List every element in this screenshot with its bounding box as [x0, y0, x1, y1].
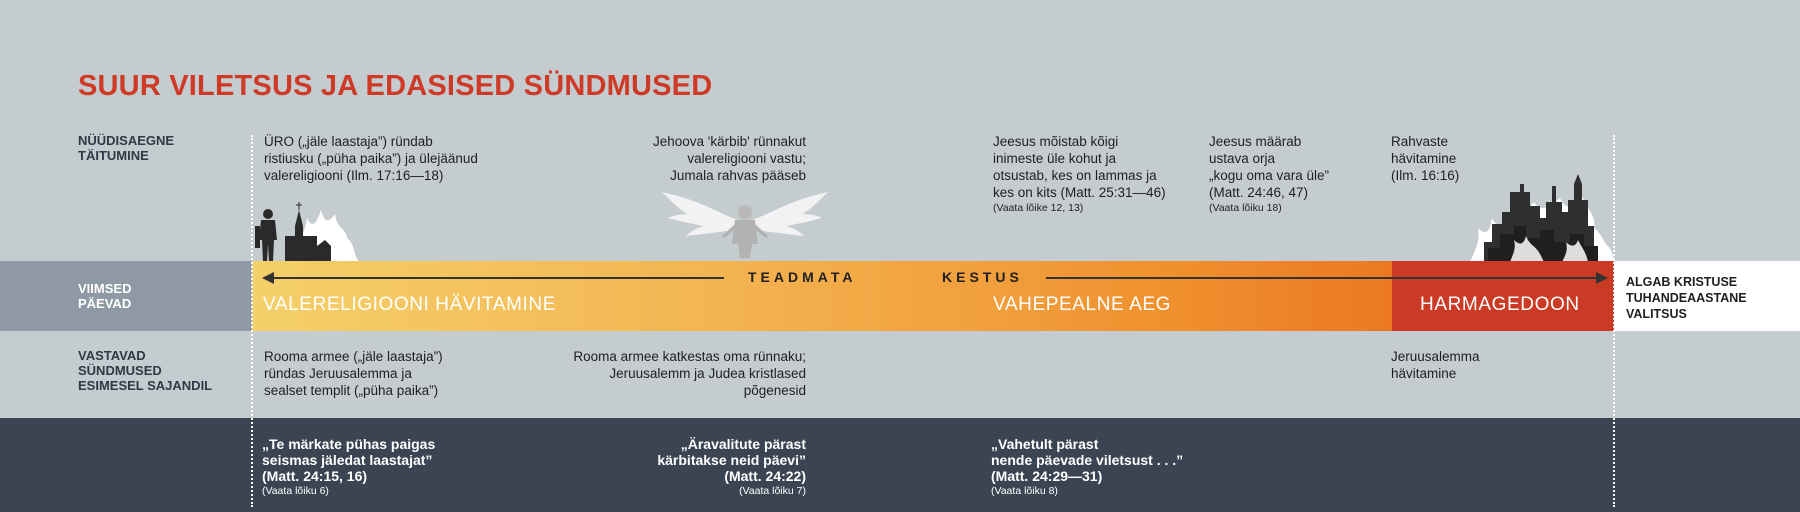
modern-event-5: Rahvaste hävitamine (Ilm. 16:16) — [1391, 134, 1460, 183]
segment-interim-period: VAHEPEALNE AEG — [993, 294, 1172, 315]
row-label-modern: NÜÜDISAEGNE TÄITUMINE — [78, 133, 175, 163]
diagram-title: SUUR VILETSUS JA EDASISED SÜNDMUSED — [78, 70, 713, 102]
timeline-start-line — [251, 135, 253, 507]
duration-arrow — [262, 269, 1608, 287]
first-century-event-1: Rooma armee („jäle laastaja”) ründas Jeruusalemma ja sealset templit („püha paika”) — [264, 349, 443, 398]
timeline-end-line — [1613, 135, 1615, 507]
modern-event-2: Jehoova 'kärbib' rünnakut valereligiooni vastu; Jumala rahvas pääseb — [652, 134, 806, 183]
millennium-label: ALGAB KRISTUSE TUHANDEAASTANE VALITSUS — [1626, 275, 1747, 321]
modern-event-1: ÜRO („jäle laastaja”) ründab ristiusku („püha paika”) ja ülejäänud valereligiooni (Ilm. 17:16—18) — [264, 134, 478, 183]
modern-event-4: Jeesus määrab ustava orja „kogu oma vara üle” (Matt. 24:46, 47) (Vaata lõiku 18) — [1209, 134, 1330, 214]
quote-3: „Vahetult pärast nende päevade viletsust . . .” (Matt. 24:29—31) (Vaata lõiku 8) — [991, 436, 1184, 497]
row-label-last-days: VIIMSED PÄEVAD — [78, 281, 132, 311]
duration-label-unknown: TEADMATA — [748, 269, 857, 285]
angel-wings-icon — [660, 190, 830, 260]
segment-armageddon: HARMAGEDOON — [1420, 294, 1580, 315]
quote-1: „Te märkate pühas paigas seismas jäledat laastajat” (Matt. 24:15, 16) (Vaata lõiku 6) — [262, 436, 436, 497]
segment-false-religion-destruction: VALERELIGIOONI HÄVITAMINE — [263, 294, 557, 315]
first-century-event-2: Rooma armee katkestas oma rünnaku; Jeruusalemm ja Judea kristlased põgenesid — [573, 349, 806, 398]
first-century-event-3: Jeruusalemma hävitamine — [1391, 349, 1480, 381]
row-label-first-century: VASTAVAD SÜNDMUSED ESIMESEL SAJANDIL — [78, 348, 213, 393]
soldier-church-fire-icon — [255, 196, 365, 262]
quote-2: „Äravalitute pärast kärbitakse neid päevi” (Matt. 24:22) (Vaata lõiku 7) — [657, 436, 806, 497]
burning-city-icon — [1470, 172, 1615, 262]
modern-event-3: Jeesus mõistab kõigi inimeste üle kohut ja otsustab, kes on lammas ja kes on kits (Matt. 25:31—46) (Vaata lõike 12, 13) — [993, 134, 1166, 214]
duration-label-duration: KESTUS — [942, 269, 1023, 285]
